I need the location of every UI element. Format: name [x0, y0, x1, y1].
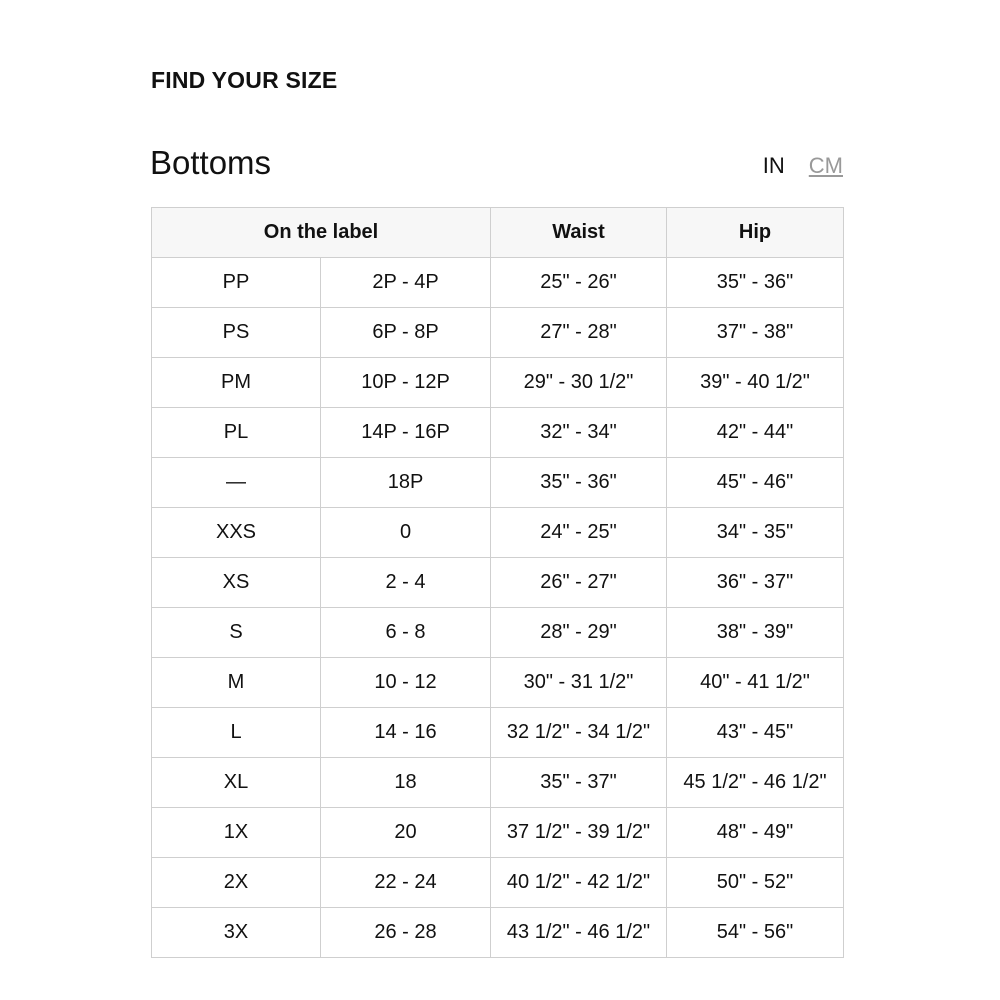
size-letter-cell: PL — [152, 408, 321, 458]
size-letter-cell: PS — [152, 308, 321, 358]
hip-cell: 36" - 37" — [667, 558, 844, 608]
size-chart-table — [151, 207, 844, 958]
waist-cell: 32" - 34" — [491, 408, 667, 458]
table-row — [152, 808, 844, 858]
header-hip: Hip — [667, 208, 844, 258]
unit-toggle — [763, 152, 843, 180]
size-number-cell: 14 - 16 — [321, 708, 491, 758]
size-number-cell: 6P - 8P — [321, 308, 491, 358]
table-row — [152, 758, 844, 808]
size-letter-cell: PP — [152, 258, 321, 308]
waist-cell: 37 1/2" - 39 1/2" — [491, 808, 667, 858]
waist-cell: 28" - 29" — [491, 608, 667, 658]
unit-in-option[interactable]: IN — [762, 153, 785, 178]
hip-cell: 34" - 35" — [667, 508, 844, 558]
hip-cell: 40" - 41 1/2" — [667, 658, 844, 708]
waist-cell: 29" - 30 1/2" — [491, 358, 667, 408]
size-letter-cell: XL — [152, 758, 321, 808]
size-letter-cell: 3X — [152, 908, 321, 958]
size-letter-cell: L — [152, 708, 321, 758]
table-row — [152, 358, 844, 408]
unit-cm-option[interactable]: CM — [808, 153, 843, 178]
table-row — [152, 858, 844, 908]
hip-cell: 45 1/2" - 46 1/2" — [667, 758, 844, 808]
size-letter-cell: S — [152, 608, 321, 658]
size-letter-cell: XXS — [152, 508, 321, 558]
size-number-cell: 10 - 12 — [321, 658, 491, 708]
waist-cell: 43 1/2" - 46 1/2" — [491, 908, 667, 958]
size-number-cell: 14P - 16P — [321, 408, 491, 458]
size-letter-cell: 1X — [152, 808, 321, 858]
size-letter-cell: M — [152, 658, 321, 708]
size-letter-cell: — — [152, 458, 321, 508]
page-heading: FIND YOUR SIZE — [151, 67, 338, 93]
size-number-cell: 20 — [321, 808, 491, 858]
table-row — [152, 558, 844, 608]
section-title: Bottoms — [150, 144, 272, 181]
table-row — [152, 458, 844, 508]
hip-cell: 38" - 39" — [667, 608, 844, 658]
size-number-cell: 0 — [321, 508, 491, 558]
size-letter-cell: XS — [152, 558, 321, 608]
hip-cell: 42" - 44" — [667, 408, 844, 458]
hip-cell: 39" - 40 1/2" — [667, 358, 844, 408]
hip-cell: 37" - 38" — [667, 308, 844, 358]
waist-cell: 30" - 31 1/2" — [491, 658, 667, 708]
size-number-cell: 18 — [321, 758, 491, 808]
header-on-the-label: On the label — [152, 208, 491, 258]
size-number-cell: 2P - 4P — [321, 258, 491, 308]
hip-cell: 50" - 52" — [667, 858, 844, 908]
waist-cell: 32 1/2" - 34 1/2" — [491, 708, 667, 758]
waist-cell: 27" - 28" — [491, 308, 667, 358]
table-row — [152, 608, 844, 658]
size-letter-cell: PM — [152, 358, 321, 408]
waist-cell: 35" - 37" — [491, 758, 667, 808]
waist-cell: 25" - 26" — [491, 258, 667, 308]
table-row — [152, 908, 844, 958]
size-number-cell: 2 - 4 — [321, 558, 491, 608]
size-letter-cell: 2X — [152, 858, 321, 908]
header-waist: Waist — [491, 208, 667, 258]
waist-cell: 35" - 36" — [491, 458, 667, 508]
table-row — [152, 308, 844, 358]
size-number-cell: 22 - 24 — [321, 858, 491, 908]
table-row — [152, 658, 844, 708]
hip-cell: 45" - 46" — [667, 458, 844, 508]
size-number-cell: 26 - 28 — [321, 908, 491, 958]
hip-cell: 48" - 49" — [667, 808, 844, 858]
hip-cell: 54" - 56" — [667, 908, 844, 958]
waist-cell: 24" - 25" — [491, 508, 667, 558]
table-row — [152, 408, 844, 458]
table-body — [152, 258, 844, 958]
table-header-row — [152, 208, 844, 258]
table-row — [152, 258, 844, 308]
waist-cell: 40 1/2" - 42 1/2" — [491, 858, 667, 908]
hip-cell: 35" - 36" — [667, 258, 844, 308]
size-number-cell: 10P - 12P — [321, 358, 491, 408]
table-row — [152, 708, 844, 758]
size-number-cell: 6 - 8 — [321, 608, 491, 658]
hip-cell: 43" - 45" — [667, 708, 844, 758]
table-row — [152, 508, 844, 558]
waist-cell: 26" - 27" — [491, 558, 667, 608]
size-number-cell: 18P — [321, 458, 491, 508]
